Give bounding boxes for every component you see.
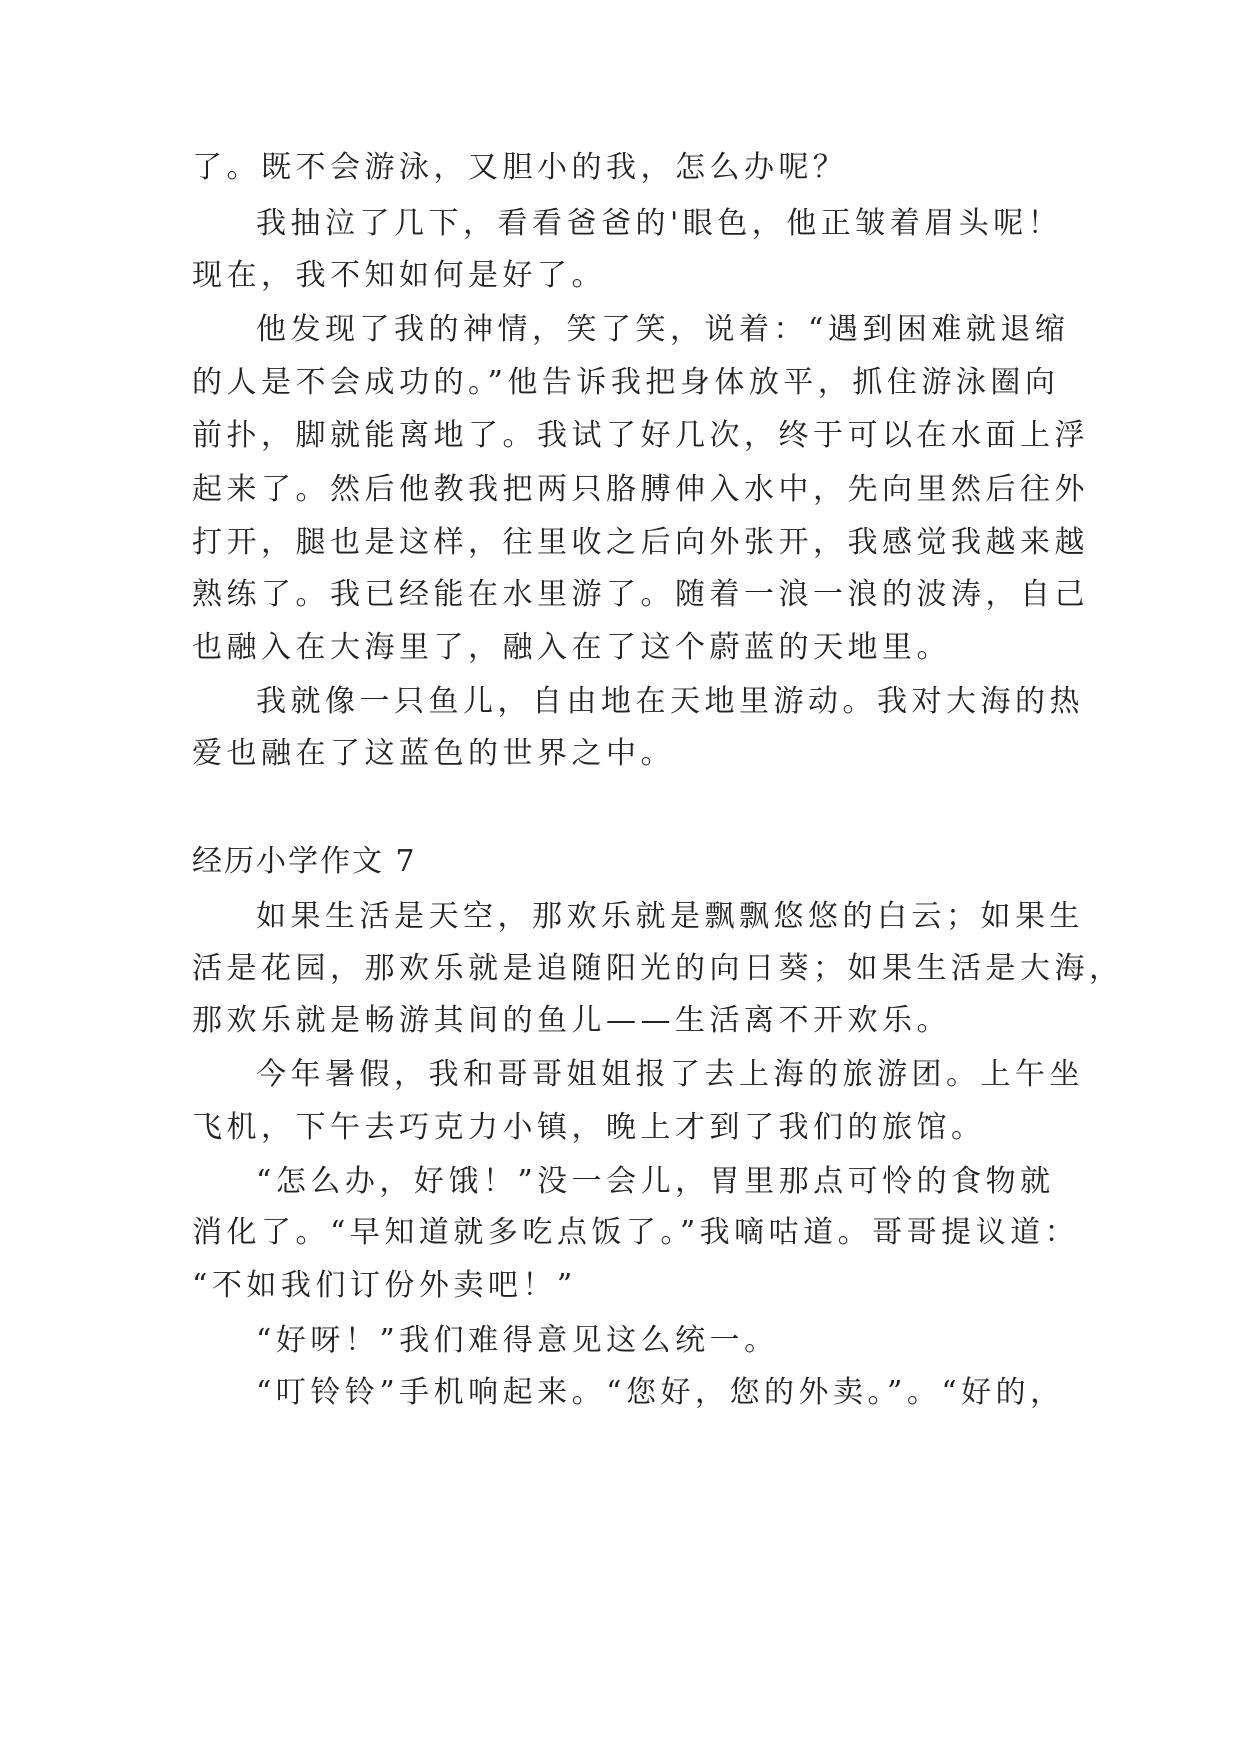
paragraph-line: 他发现了我的神情，笑了笑，说着：“遇到困难就退缩 [256,312,1070,347]
paragraph-line: 今年暑假，我和哥哥姐姐报了去上海的旅游团。上午坐 [256,1057,1084,1092]
paragraph-line: 的人是不会成功的。”他告诉我把身体放平，抓住游泳圈向 [192,365,1060,400]
paragraph-line: “好呀！”我们难得意见这么统一。 [256,1323,779,1358]
paragraph-line: 前扑，脚就能离地了。我试了好几次，终于可以在水面上浮 [192,418,1089,453]
paragraph-line: “怎么办，好饿！”没一会儿，胃里那点可怜的食物就 [256,1164,1055,1199]
paragraph-line: 活是花园，那欢乐就是追随阳光的向日葵；如果生活是大海， [192,951,1124,986]
paragraph-line: 爱也融在了这蓝色的世界之中。 [192,736,675,771]
paragraph-line: 现在，我不知如何是好了。 [192,258,606,293]
paragraph-line: “不如我们订份外卖吧！” [192,1268,577,1303]
paragraph-line: 起来了。然后他教我把两只胳膊伸入水中，先向里然后往外 [192,472,1089,507]
paragraph-line: 打开，腿也是这样，往里收之后向外张开，我感觉我越来越 [192,525,1089,560]
paragraph-line: 飞机，下午去巧克力小镇，晚上才到了我们的旅馆。 [192,1110,986,1145]
paragraph-line: 如果生活是天空，那欢乐就是飘飘悠悠的白云；如果生 [256,899,1084,934]
paragraph-line: 了。既不会游泳，又胆小的我，怎么办呢？ [192,150,848,185]
paragraph-line: 那欢乐就是畅游其间的鱼儿——生活离不开欢乐。 [192,1003,951,1038]
paragraph-line: 也融入在大海里了，融入在了这个蔚蓝的天地里。 [192,630,951,665]
paragraph-line: “叮铃铃”手机响起来。“您好，您的外卖。”。“好的， [256,1375,1065,1410]
paragraph-line: 消化了。“早知道就多吃点饭了。”我嘀咕道。哥哥提议道： [192,1215,1080,1250]
paragraph-line: 熟练了。我已经能在水里游了。随着一浪一浪的波涛，自己 [192,577,1089,612]
paragraph-line: 我就像一只鱼儿，自由地在天地里游动。我对大海的热 [256,684,1084,719]
section-heading: 经历小学作文 7 [192,844,417,879]
paragraph-line: 我抽泣了几下，看看爸爸的'眼色，他正皱着眉头呢！ [256,206,1063,241]
